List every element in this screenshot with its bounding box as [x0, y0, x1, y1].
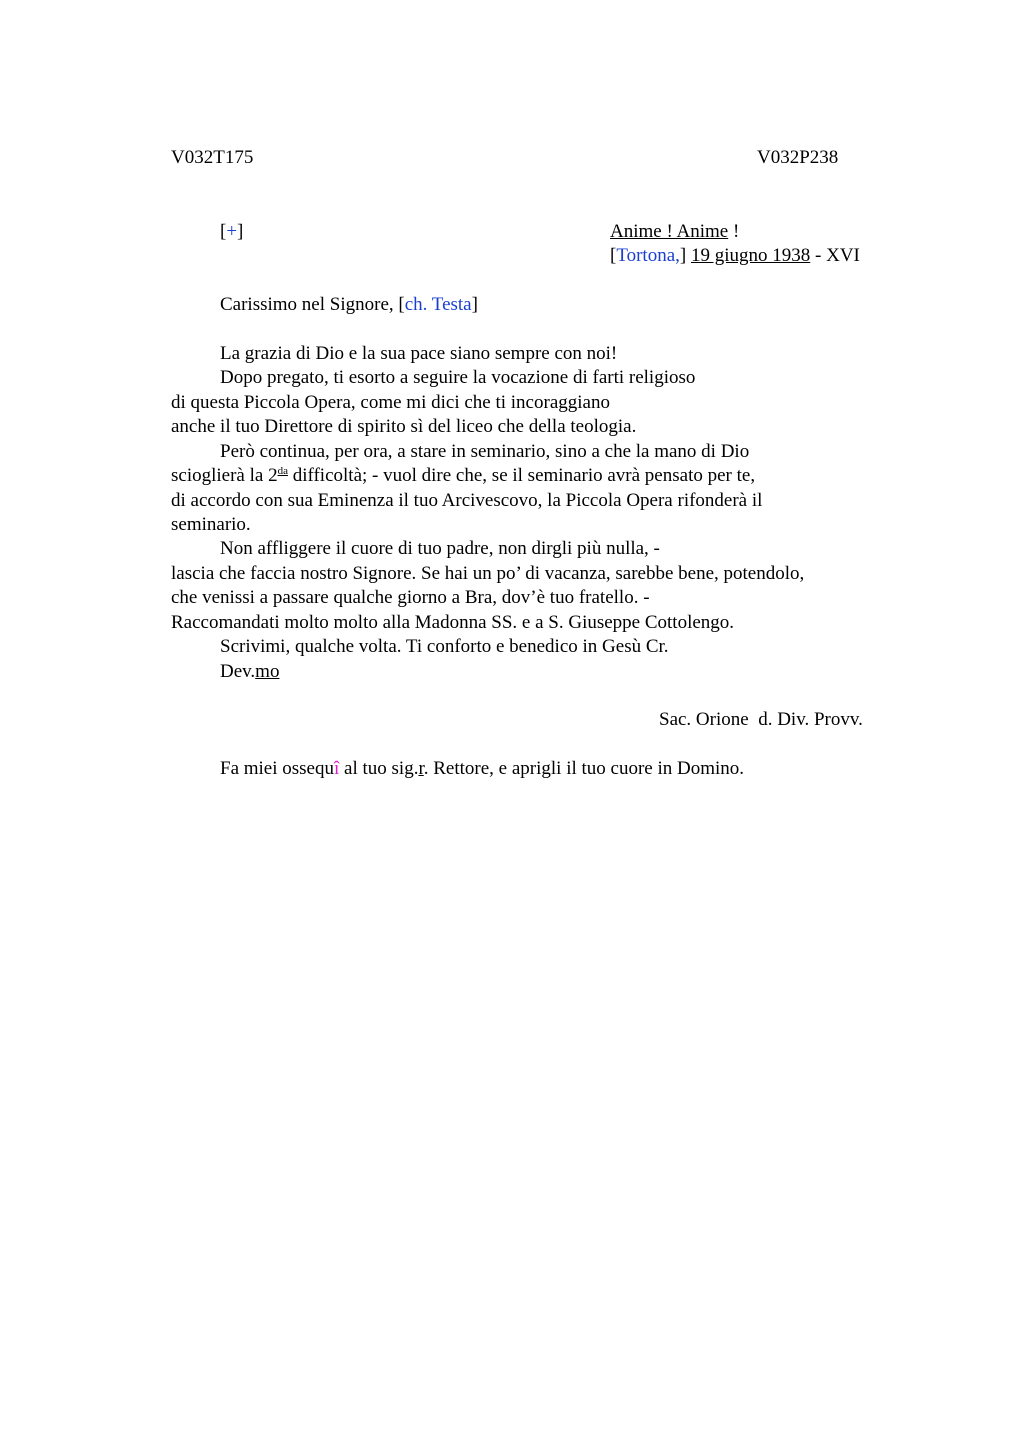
- body-line: Non affliggere il cuore di tuo padre, non dirgli più nulla, -: [220, 538, 660, 559]
- closing-text: Dev.: [220, 661, 256, 682]
- motto: [610, 221, 739, 243]
- ordinal-superscript: da: [277, 465, 288, 477]
- cross-symbol: [220, 221, 243, 243]
- body-line: di questa Piccola Opera, come mi dici che ti incoraggiano: [171, 392, 610, 413]
- body-text: difficoltà; - vuol dire che, se il seminario avrà pensato per te,: [287, 465, 756, 486]
- body-line: Dopo pregato, ti esorto a seguire la vocazione di farti religioso: [220, 367, 696, 388]
- body-line: La grazia di Dio e la sua pace siano sempre con noi!: [220, 343, 618, 364]
- fascist-era-year: - XVI: [810, 245, 860, 266]
- place-bracket-open: [: [610, 245, 617, 266]
- body-line: seminario.: [171, 514, 251, 535]
- body-text: scioglierà la 2: [171, 465, 278, 486]
- salutation-close: ]: [471, 294, 478, 315]
- motto-exclamation: !: [728, 221, 740, 242]
- place-bracket-close: ]: [679, 245, 691, 266]
- body-line: Raccomandati molto molto alla Madonna SS. e a S. Giuseppe Cottolengo.: [171, 612, 735, 633]
- place-date-line: [610, 245, 860, 267]
- body-line: Scrivimi, qualche volta. Ti conforto e benedico in Gesù Cr.: [220, 636, 669, 657]
- cross-icon: +: [226, 221, 238, 242]
- postscript-text: Fa miei ossequ: [220, 758, 334, 779]
- accented-char: î: [334, 758, 340, 779]
- bracket-open: [: [220, 221, 227, 242]
- body-line: Però continua, per ora, a stare in seminario, sino a che la mano di Dio: [220, 441, 750, 462]
- body-line: di accordo con sua Eminenza il tuo Arcivescovo, la Piccola Opera rifonderà il: [171, 490, 763, 511]
- postscript-text: al tuo sig.: [339, 758, 419, 779]
- body-line: lascia che faccia nostro Signore. Se hai un po’ di vacanza, sarebbe bene, potendolo,: [171, 563, 805, 584]
- letter-date: 19 giugno 1938: [690, 245, 811, 266]
- motto-text: Anime ! Anime: [610, 221, 729, 242]
- postscript-abbrev: r: [418, 758, 424, 779]
- salutation: [220, 294, 478, 316]
- salutation-text: Carissimo nel Signore, [: [220, 294, 405, 315]
- closing-abbrev: mo: [255, 661, 280, 682]
- recipient-name: ch. Testa: [404, 294, 472, 315]
- closing-devotion: [220, 661, 279, 683]
- left-archive-code: V032T175: [171, 147, 254, 168]
- signature: Sac. Orione d. Div. Provv.: [659, 709, 863, 730]
- bracket-close: ]: [237, 221, 244, 242]
- postscript: [220, 758, 744, 780]
- postscript-text: . Rettore, e aprigli il tuo cuore in Domino.: [423, 758, 745, 779]
- body-line: [171, 465, 755, 487]
- right-archive-code: V032P238: [757, 147, 839, 168]
- body-line: che venissi a passare qualche giorno a Bra, dov’è tuo fratello. -: [171, 587, 650, 608]
- place-name: Tortona,: [616, 245, 680, 266]
- body-line: anche il tuo Direttore di spirito sì del liceo che della teologia.: [171, 416, 637, 437]
